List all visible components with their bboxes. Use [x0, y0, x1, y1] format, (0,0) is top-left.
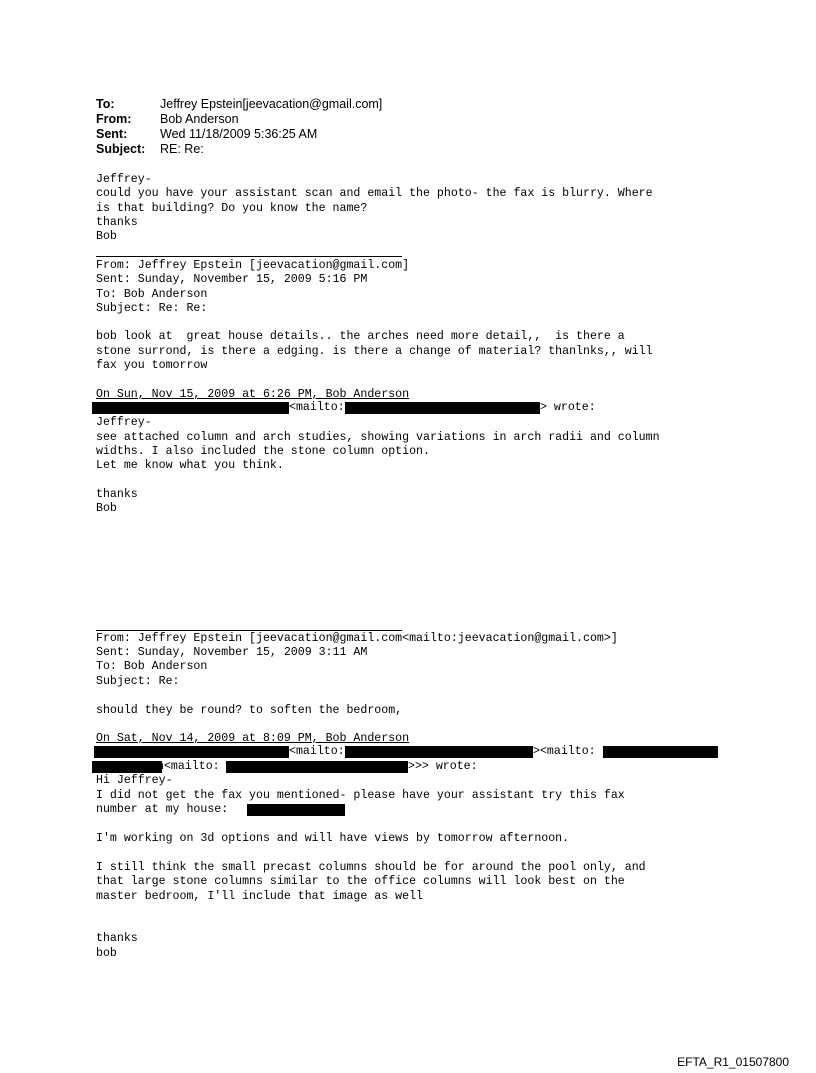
quote2-attribution: On Sat, Nov 14, 2009 at 8:09 PM, Bob Anderson — [96, 732, 410, 745]
fwd1-body-line: fax you tomorrow — [96, 359, 208, 372]
redaction-box — [92, 761, 162, 773]
fwd2-sent: Sent: Sunday, November 15, 2009 3:11 AM — [96, 646, 368, 659]
quote2-mailto: ><mailto: — [533, 745, 596, 758]
quote1-attribution: On Sun, Nov 15, 2009 at 6:26 PM, Bob Anderson — [96, 388, 410, 401]
quote1-line: Let me know what you think. — [96, 459, 284, 472]
sent-label: Sent: — [96, 127, 128, 141]
from-value: Bob Anderson — [160, 112, 239, 126]
sent-line — [96, 127, 317, 142]
subject-label: Subject: — [96, 142, 146, 156]
quote2-line: that large stone columns similar to the office columns will look best on the — [96, 875, 625, 888]
quote1-line: thanks — [96, 488, 138, 501]
quote1-line: see attached column and arch studies, showing variations in arch radii and column — [96, 431, 660, 444]
quote1-line: Jeffrey- — [96, 416, 152, 429]
quote2-mailto: <mailto: — [289, 745, 345, 758]
fwd1-body-line: stone surrond, is there a edging. is there a change of material? thanlnks,, will — [96, 345, 653, 358]
quote1-wrote: > wrote: — [540, 401, 596, 414]
to-label: To: — [96, 97, 115, 111]
quote2-line: thanks — [96, 932, 138, 945]
fwd2-to: To: Bob Anderson — [96, 660, 208, 673]
fwd1-from: From: Jeffrey Epstein [jeevacation@gmail.com] — [96, 259, 410, 272]
fwd2-from: From: Jeffrey Epstein [jeevacation@gmail.com<mailto:jeevacation@gmail.com>] — [96, 632, 618, 645]
quote1-line: widths. I also included the stone column option. — [96, 445, 430, 458]
redaction-box — [345, 402, 540, 414]
quote2-line: I did not get the fax you mentioned- please have your assistant try this fax — [96, 789, 625, 802]
quote2-line: Hi Jeffrey- — [96, 774, 173, 787]
msg1-line: thanks — [96, 216, 138, 229]
from-line — [96, 112, 239, 127]
quote2-line: bob — [96, 947, 117, 960]
divider — [96, 630, 402, 631]
redaction-box — [92, 402, 289, 414]
redaction-box — [226, 761, 408, 773]
redaction-box — [345, 746, 533, 758]
quote2-line: I still think the small precast columns should be for around the pool only, and — [96, 861, 646, 874]
from-label: From: — [96, 112, 132, 126]
subject-line — [96, 142, 204, 157]
fwd1-body-line: bob look at great house details.. the arches need more detail,, is there a — [96, 330, 625, 343]
fwd2-body-line: should they be round? to soften the bedroom, — [96, 704, 403, 717]
msg1-line: is that building? Do you know the name? — [96, 202, 368, 215]
quote2-wrote: >>> wrote: — [408, 760, 478, 773]
msg1-line: Bob — [96, 230, 117, 243]
quote1-line: Bob — [96, 502, 117, 515]
quote2-line: master bedroom, I'll include that image as well — [96, 890, 423, 903]
divider — [96, 256, 402, 257]
fwd1-sent: Sent: Sunday, November 15, 2009 5:16 PM — [96, 273, 368, 286]
redaction-box — [247, 804, 345, 816]
fwd1-to: To: Bob Anderson — [96, 288, 208, 301]
fwd2-subject: Subject: Re: — [96, 675, 180, 688]
redaction-box — [94, 746, 289, 758]
quote2-mailto: n<mailto: — [157, 760, 220, 773]
subject-value: RE: Re: — [160, 142, 204, 156]
msg1-line: Jeffrey- — [96, 173, 152, 186]
sent-value: Wed 11/18/2009 5:36:25 AM — [160, 127, 318, 141]
msg1-line: could you have your assistant scan and email the photo- the fax is blurry. Where — [96, 187, 653, 200]
quote2-line: number at my house: — [96, 803, 229, 816]
fwd1-subject: Subject: Re: Re: — [96, 302, 208, 315]
to-line — [96, 97, 382, 112]
quote2-line: I'm working on 3d options and will have views by tomorrow afternoon. — [96, 832, 570, 845]
redaction-box — [603, 746, 718, 758]
quote1-mailto: <mailto: — [289, 401, 345, 414]
document-id: EFTA_R1_01507800 — [677, 1055, 789, 1069]
to-value: Jeffrey Epstein[jeevacation@gmail.com] — [160, 97, 383, 111]
